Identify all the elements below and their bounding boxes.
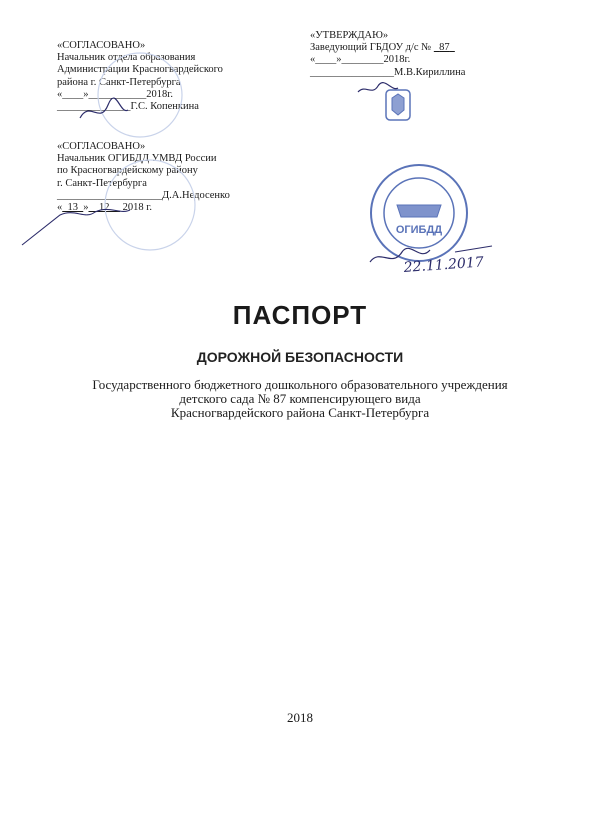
traffic-police-stamp — [371, 165, 467, 261]
document-subtitle: ДОРОЖНОЙ БЕЗОПАСНОСТИ — [196, 349, 404, 365]
approval-signer: Д.А.Недосенко — [162, 189, 230, 201]
approval-date-line: «____»________2018г. — [310, 54, 411, 66]
approval-date-line: « 13 » 12 2018 г. — [57, 202, 152, 214]
approval-signer-line: ______________Г.С. Копенкина — [57, 101, 199, 113]
signature-left2 — [22, 209, 130, 245]
approval-heading: «СОГЛАСОВАНО» — [57, 40, 146, 51]
institution-line-2: детского сада № 87 компенсирующего вида — [179, 391, 421, 406]
approval-heading: «УТВЕРЖДАЮ» — [310, 30, 389, 41]
document-year: 2018 — [287, 710, 313, 725]
approval-signer-line: ____________________Д.А.Недосенко — [57, 189, 230, 201]
approval-date-month: 12 — [99, 202, 110, 214]
dash-near-stamp — [455, 246, 492, 252]
approval-district: по Красногвардейскому району — [57, 165, 198, 177]
stamp-label: ОГИБДД — [395, 224, 443, 236]
approval-date-line: «____»___________2018г. — [57, 88, 173, 100]
approval-date-day: 13 — [67, 202, 78, 214]
approval-position: Начальник ОГИБДД УМВД России — [57, 153, 217, 165]
faint-stamp-left-top — [98, 53, 182, 137]
institution-line-3: Красногвардейского района Санкт-Петербурга — [170, 405, 430, 420]
approval-organization: Администрации Красногвардейского — [57, 64, 223, 76]
approval-signer: Г.С. Копенкина — [130, 101, 199, 113]
emblem-icon — [386, 90, 410, 120]
approval-position: Начальник отдела образования — [57, 52, 196, 64]
approval-signer: М.В.Кириллина — [394, 66, 466, 78]
signature-left1 — [80, 98, 128, 118]
institution-description — [0, 378, 600, 420]
approval-heading: «СОГЛАСОВАНО» — [57, 141, 146, 152]
approval-number: 87 — [439, 42, 450, 54]
approval-signer-line: ________________М.В.Кириллина — [310, 66, 466, 78]
approval-date-year: 2018 г. — [122, 202, 152, 214]
faint-stamp-left-bottom — [105, 160, 195, 250]
document-title: ПАСПОРТ — [232, 300, 368, 330]
institution-line-1: Государственного бюджетного дошкольного образовательного учреждения — [92, 377, 508, 392]
handwritten-date: 22.11.2017 — [403, 254, 485, 276]
approval-city: г. Санкт-Петербурга — [57, 177, 147, 189]
approval-position: Заведующий ГБДОУ д/с № — [310, 42, 432, 54]
approval-city: района г. Санкт-Петербурга — [57, 76, 181, 88]
